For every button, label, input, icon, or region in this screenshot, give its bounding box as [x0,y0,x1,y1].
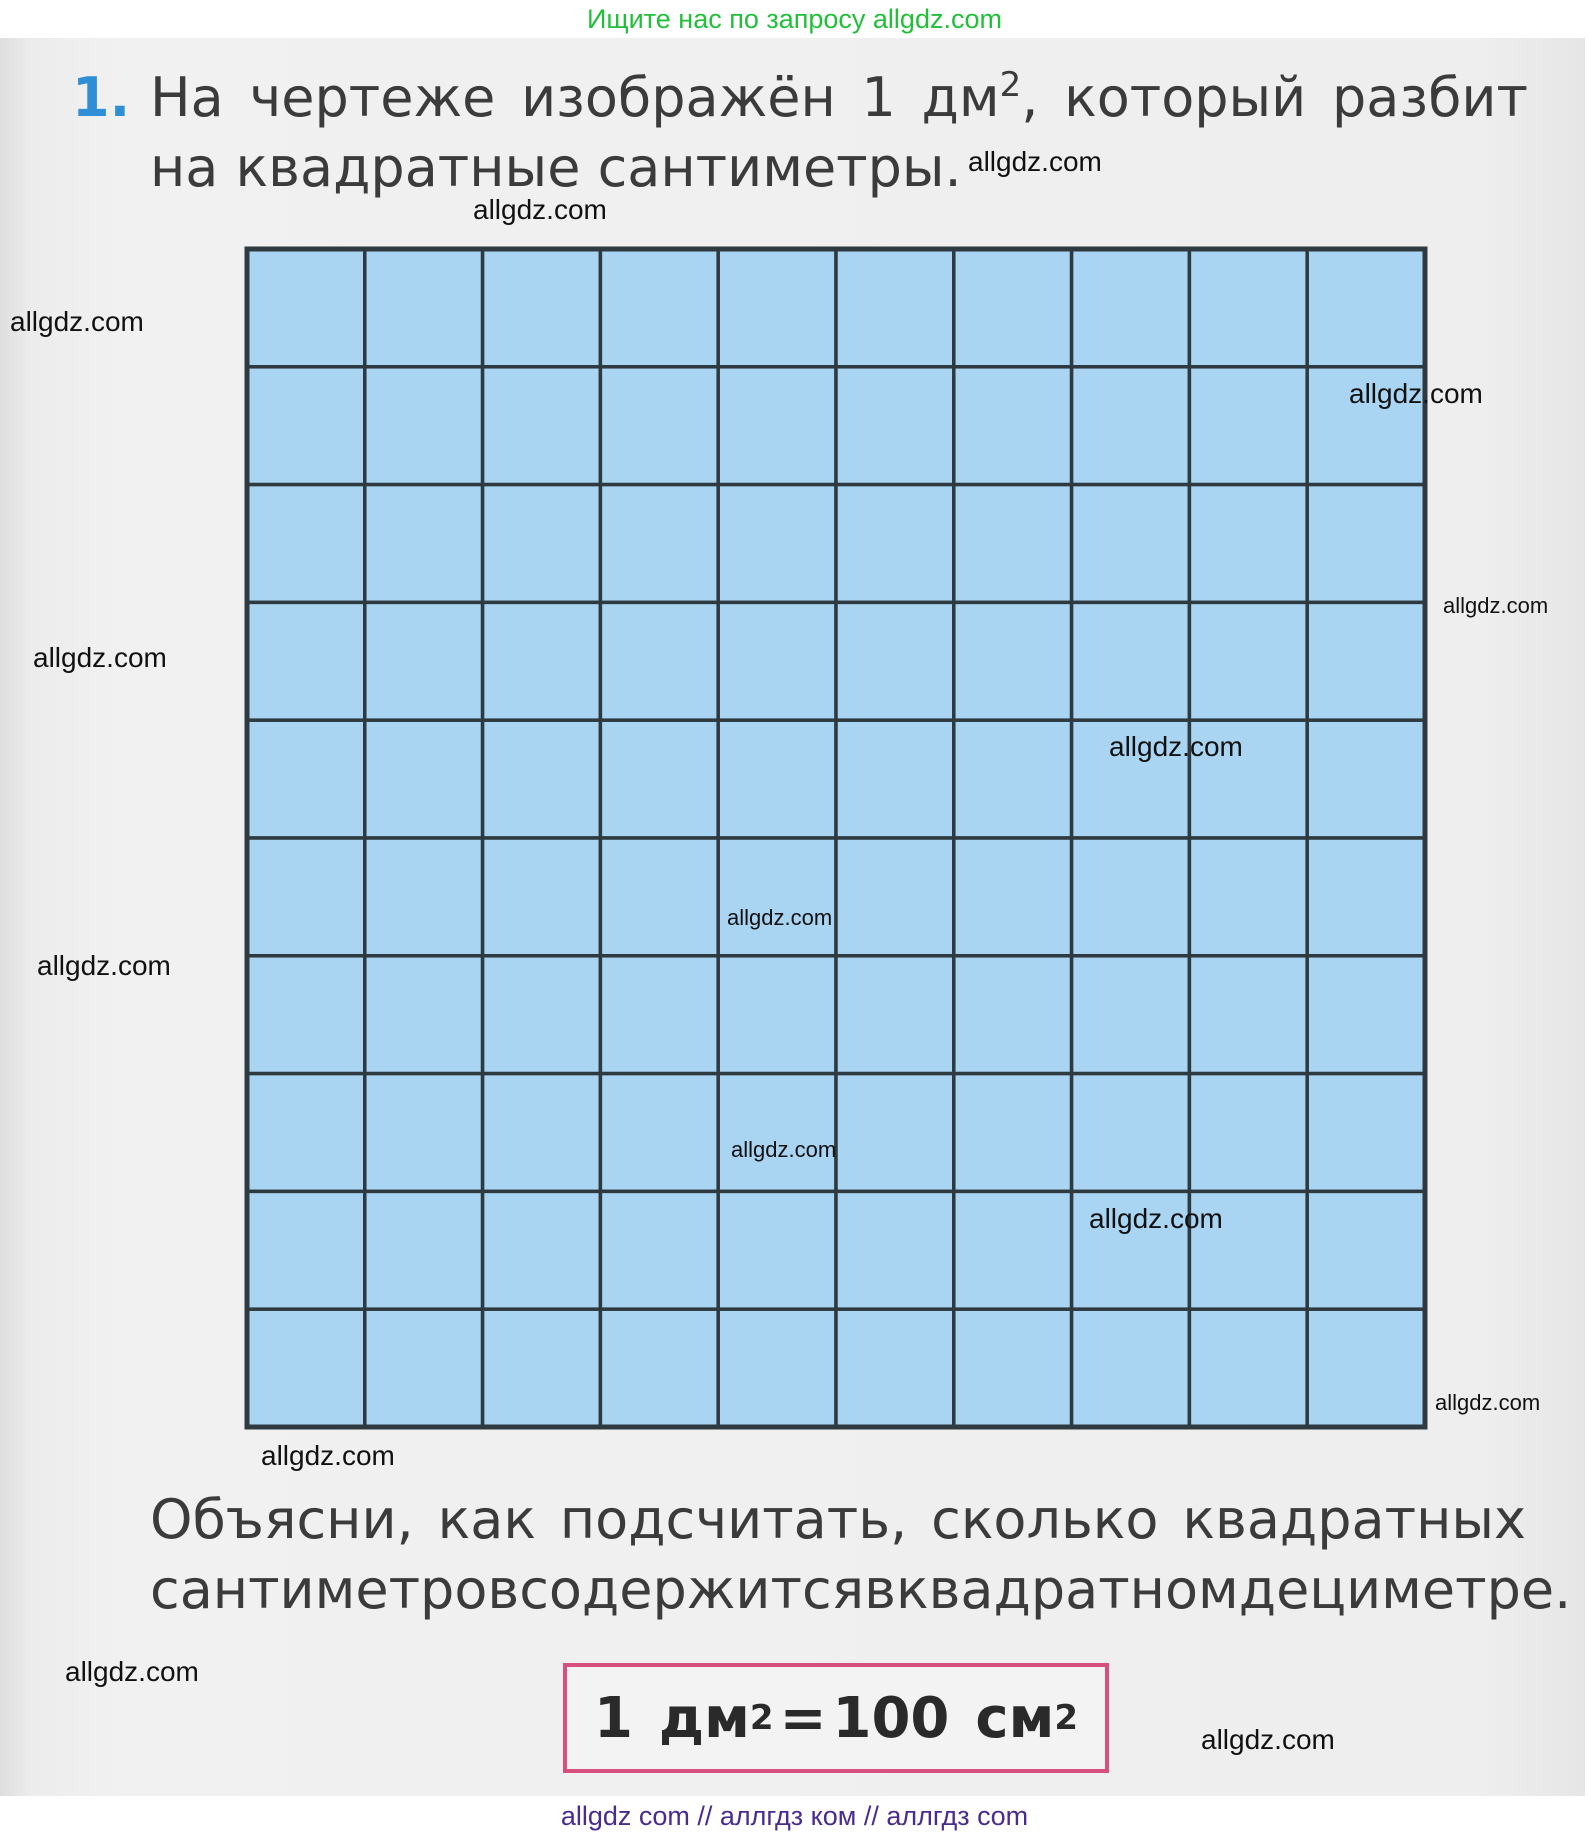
grid-cell [836,485,954,603]
word: квадратных [1182,1488,1526,1551]
word: изображён [521,66,836,129]
grid-cell [365,1074,483,1192]
grid-cell [1072,1074,1190,1192]
grid-cell [600,485,718,603]
grid-cell [718,1074,836,1192]
grid-cell [1189,485,1307,603]
grid-drawing [244,246,1428,1430]
grid-cell [718,602,836,720]
grid-cell [600,249,718,367]
grid-cell [1307,720,1425,838]
grid-cell [483,367,601,485]
square-decimeter-grid [244,246,1428,1430]
grid-cell [483,1074,601,1192]
word: чертеже [249,66,496,129]
grid-cell [1307,485,1425,603]
watermark: allgdz.com [261,1440,395,1471]
grid-cell [483,249,601,367]
scan-edge [1585,38,1589,1796]
grid-cell [247,1074,365,1192]
grid-cell [954,838,1072,956]
task-line-2: на квадратные сантиметры. [150,136,962,199]
word: На [150,66,224,129]
grid-cell [1072,249,1190,367]
grid-cell [1307,1191,1425,1309]
grid-cell [1072,1309,1190,1427]
answer-right-number: 100 [832,1685,950,1751]
grid-cell [247,249,365,367]
grid-cell [1072,956,1190,1074]
grid-cell [836,956,954,1074]
grid-cell [718,249,836,367]
grid-cell [483,485,601,603]
grid-cell [247,485,365,603]
grid-cell [247,956,365,1074]
exponent: 2 [999,65,1022,105]
task-number: 1. [72,66,131,129]
grid-cell [365,485,483,603]
watermark: allgdz.com [1349,378,1483,409]
grid-cell [365,249,483,367]
grid-cell [365,1309,483,1427]
watermark: allgdz.com [473,194,607,225]
grid-cell [1189,1074,1307,1192]
grid-cell [954,367,1072,485]
grid-cell [1189,956,1307,1074]
grid-cell [718,838,836,956]
grid-cell [1307,956,1425,1074]
grid-cell [1072,838,1190,956]
grid-cell [836,367,954,485]
grid-cell [600,367,718,485]
grid-cell [483,720,601,838]
grid-cell [954,956,1072,1074]
explanation-line-1 [150,1488,1526,1551]
grid-cell [247,602,365,720]
grid-cell [836,602,954,720]
grid-cell [836,838,954,956]
grid-cell [1072,485,1190,603]
watermark: allgdz.com [1201,1724,1335,1755]
word: 1 [861,66,896,129]
grid-cell [1189,249,1307,367]
grid-cell [1307,1309,1425,1427]
grid-cell [247,367,365,485]
word: подсчитать, [559,1488,908,1551]
word: сколько [931,1488,1159,1551]
grid-cell [483,956,601,1074]
watermark: allgdz.com [1109,731,1243,762]
grid-cell [600,602,718,720]
grid-cell [954,720,1072,838]
grid-cell [836,1191,954,1309]
top-banner[interactable]: Ищите нас по запросу allgdz.com [587,4,1002,34]
grid-cell [1307,249,1425,367]
watermark: allgdz.com [1443,593,1549,618]
grid-cell [483,1191,601,1309]
word: дециметре. [1238,1558,1572,1621]
grid-cell [247,1309,365,1427]
answer-left-unit: дм [658,1685,750,1751]
grid-cell [600,838,718,956]
grid-cell [247,1191,365,1309]
watermark: allgdz.com [727,905,833,930]
word: Объясни, [150,1488,414,1551]
comma: , [1021,66,1039,129]
watermark: allgdz.com [968,146,1102,177]
grid-cell [247,720,365,838]
grid-cell [1072,602,1190,720]
grid-cell [365,720,483,838]
word: в [864,1558,896,1621]
footer-watermark[interactable]: allgdz com // аллгдз ком // аллгдз com [0,1796,1589,1836]
grid-cell [1307,838,1425,956]
word: который [1064,66,1307,129]
grid-cell [1189,602,1307,720]
grid-cell [483,838,601,956]
grid-cell [600,1309,718,1427]
watermark: allgdz.com [10,306,144,337]
unit: дм [921,66,1000,129]
grid-cell [836,249,954,367]
grid-cell [365,956,483,1074]
word: квадратном [895,1558,1239,1621]
watermark: allgdz.com [37,950,171,981]
grid-cell [718,956,836,1074]
grid-cell [836,1309,954,1427]
unit-group [922,66,1039,129]
grid-cell [954,1309,1072,1427]
grid-cell [1189,367,1307,485]
grid-cell [1307,1074,1425,1192]
grid-cell [718,367,836,485]
grid-cell [954,485,1072,603]
answer-equals: = [779,1685,827,1751]
grid-cell [600,956,718,1074]
grid-cell [954,1074,1072,1192]
grid-cell [836,1074,954,1192]
watermark: allgdz.com [1089,1203,1223,1234]
grid-cell [718,1309,836,1427]
grid-cell [718,485,836,603]
word: как [437,1488,536,1551]
grid-cell [600,1191,718,1309]
word: содержится [519,1558,865,1621]
grid-cell [483,1309,601,1427]
grid-cell [954,1191,1072,1309]
grid-cell [954,602,1072,720]
answer-right-unit: см [975,1685,1055,1751]
grid-cell [718,1191,836,1309]
watermark: allgdz.com [33,642,167,673]
grid-cell [954,249,1072,367]
grid-cell [365,602,483,720]
grid-cell [600,720,718,838]
grid-cell [365,838,483,956]
watermark: allgdz.com [1435,1390,1541,1415]
task-line-1 [150,66,1528,129]
grid-cell [600,1074,718,1192]
answer-box: 1 дм 2 = 100 см 2 [563,1663,1109,1773]
grid-cell [836,720,954,838]
watermark: allgdz.com [731,1137,837,1162]
grid-cell [718,720,836,838]
word: разбит [1331,66,1528,129]
grid-cell [1307,602,1425,720]
grid-cell [247,838,365,956]
grid-cell [483,602,601,720]
grid-cell [365,1191,483,1309]
grid-cell [1072,367,1190,485]
grid-cell [1189,838,1307,956]
answer-left-number: 1 [593,1685,633,1751]
watermark: allgdz.com [65,1656,199,1687]
grid-cell [365,367,483,485]
grid-cell [1189,1309,1307,1427]
explanation-line-2 [150,1558,1572,1621]
word: сантиметров [150,1558,520,1621]
